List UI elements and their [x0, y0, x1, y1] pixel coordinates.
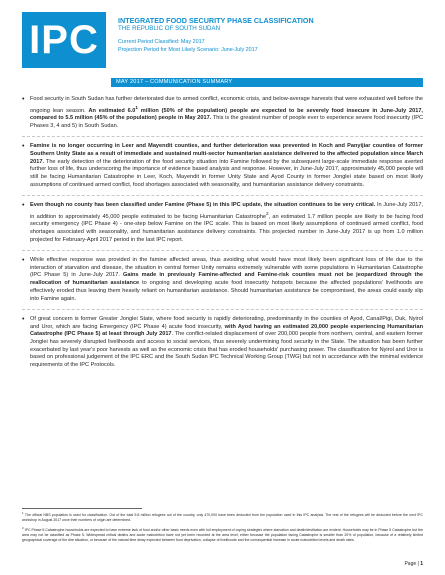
- page-label: Page |: [404, 561, 419, 567]
- page-number: [404, 561, 423, 567]
- summary-paragraph: [22, 257, 423, 303]
- org-title: INTEGRATED FOOD SECURITY PHASE CLASSIFICATION: [118, 16, 314, 25]
- text-run: Of great concern is former Greater Jonglei State, where food security is rapidly deteriorating, predominantly in the counties of Ayod, Canal/Pigi, Duk, Nyirol and Uror, which are facing Emergency (IPC Phase 4) acute food insecurity,: [30, 315, 423, 330]
- text-run: million (50% of the population) people are expected to be severely food insecure in June-July 2017, compared to 5.5 million (45% of the population) people in May 2017.: [30, 107, 423, 122]
- text-run: The early detection of the deterioration of the food security situation into Famine followed by the subsequent large-scale immediate response averted further loss of life, thus underscoring the importance of evidence based analysis and response. However, in June-July 2017, approximately 45,000 people will still be facing Humanitarian Catastrophe in Leer, Koch, Mayendit in former Unity State and Ayod County in former Jonglei state based on most likely assumptions of continued armed conflict, food shortages associated with seasonality, and humanitarian assistance delivery constraints.: [30, 158, 423, 188]
- footnote-number: 2: [22, 525, 24, 530]
- bullet-icon: •: [22, 202, 25, 210]
- footnote-ref: 1: [135, 104, 138, 110]
- paragraph-separator: [22, 309, 423, 310]
- bullet-icon: •: [22, 257, 25, 264]
- paragraph-text: [30, 202, 423, 244]
- summary-paragraph: [22, 202, 423, 244]
- paragraph-text: [30, 257, 423, 303]
- bullet-icon: •: [22, 143, 25, 151]
- org-subtitle: THE REPUBLIC OF SOUTH SUDAN: [118, 25, 221, 32]
- footnote: [22, 511, 423, 523]
- bullet-icon: •: [22, 315, 25, 323]
- paragraph-separator: [22, 250, 423, 251]
- text-run: Even though no county has been classified under Famine (Phase 5) in this IPC update, the situation continues to be very critical.: [30, 202, 376, 209]
- paragraph-text: [30, 143, 423, 189]
- footnote-ref: 2: [265, 210, 269, 216]
- text-run: This is the greatest number of people ever to experience severe food insecurity (IPC Phases 3, 4 and 5) in South Sudan.: [30, 115, 423, 130]
- text-run: , an estimated 1.7 million people are likely to be facing food security emergency (IPC Phase 4) - one-step below Famine on the IPC scale. This is based on most likely assumptions of continued armed conflict, food shortages associated with seasonality, and humanitarian assistance delivery constraints. This projected number in June-July 2017 is up from 1.0 million projected for February-April 2017 period in the last IPC report.: [30, 213, 423, 243]
- summary-bar: MAY 2017 – COMMUNICATION SUMMARY: [111, 78, 423, 87]
- footnote-text: IPC Phase 5 Catastrophe households are expected to have extreme lack of food and/or other basic needs even with full employment of coping strategies where starvation and death/destitution are evident. Households may be in Phase 5 Catastrophe but the area may not be classified as Phase 5. Widespread critical deaths and acute malnutrition have not yet been recorded at the area level, either because the population facing Catastrophe is smaller than 20% of population, because of a relatively limited geographical coverage of the dire situation, or because of the natural time delay expected between food deprivation, collapse of livelihoods and the consequential increase in acute malnutrition levels and death rates.: [22, 527, 423, 542]
- bullet-icon: •: [22, 96, 25, 103]
- text-run: with Ayod having an estimated 20,000 people experiencing Humanitarian Catastrophe (IPC Phase 5) at least through July 2017: [30, 323, 423, 338]
- text-run: Famine is no longer occurring in Leer and Mayendit counties, and further deterioration was prevented in Koch and Panyijiar counties of former Southern Unity State as a result of immediate and sustained multi-sector humanitarian assistance delivered to the affected population since March 2017.: [30, 143, 423, 165]
- period-line-current: Current Period Classified: May 2017: [118, 39, 205, 45]
- page-num: 1: [420, 561, 423, 567]
- text-run: In June-July 2017, in addition to approximately 45,000 people estimated to be facing Humanitarian Catastrophe: [30, 202, 424, 220]
- summary-paragraph: [22, 96, 423, 131]
- paragraph-text: [30, 96, 423, 131]
- text-run: While effective response was provided in the famine affected areas, thus avoiding what would have most likely been significant loss of life due to the interaction of starvation and disease, the situation in central former Unity remains extremely vulnerable with some populations in Humanitarian Catastrophe (IPC Phase 5) in June-July 2017.: [30, 257, 423, 279]
- summary-paragraph: [22, 316, 423, 370]
- header-text: [118, 16, 423, 54]
- text-run: to ongoing and developing acute food insecurity hotspots because the affected populations' livelihoods are effectively eroded thus leaving them heavily reliant on humanitarian assistance. Should humanitarian assistance be compromised, the areas could easily slip into Famine again.: [30, 280, 423, 302]
- summary-paragraph: [22, 143, 423, 189]
- header: [22, 10, 423, 70]
- period-line-projection: Projection Period for Most Likely Scenario: June-July 2017: [118, 46, 258, 53]
- text-run: An estimated 6.0: [88, 107, 136, 114]
- footnote-text: The official NBS population is used for classification. Out of the total 5.8 million refugees out of the country, only 470,000 have been deducted from the population used in this IPC analysis. The rest of the refugees will be deducted before the next IPC workshop in August 2017 once their numbers of origin are determined.: [22, 513, 423, 522]
- footnote-rule: [22, 508, 142, 509]
- ipc-logo: IPC: [22, 12, 106, 68]
- text-run: Food security in South Sudan has further deteriorated due to armed conflict, economic crisis, and below-average harvests that were exhausted well before the ongoing lean season.: [30, 96, 423, 114]
- paragraph-separator: [22, 195, 423, 196]
- footnotes: [22, 511, 423, 545]
- text-run: Gains made in previously Famine-affected and Famine-risk counties must not be jeopardized through the reallocation of humanitarian assistance: [30, 272, 423, 287]
- footnote-number: 1: [22, 511, 24, 515]
- footnote: [22, 526, 423, 543]
- paragraph-text: [30, 316, 423, 370]
- paragraph-separator: [22, 136, 423, 137]
- text-run: . The conflict-related displacement of over 200,000 people from northern, central, and eastern former Jonglei has severely disrupted livelihoods and access to social services, thus severely undermining food security in the State. The situation has been further exacerbated by last year's poor harvests as well as the economic crisis that has eroded households' purchasing power. The classification for Nyirol and Uror is based on professional judgement of the IPC ERC and the South Sudan IPC Technical Working Group (TWG) but not in accordance with the minimal evidence requirements of the IPC Protocols.: [30, 331, 423, 369]
- summary-content: [22, 96, 423, 375]
